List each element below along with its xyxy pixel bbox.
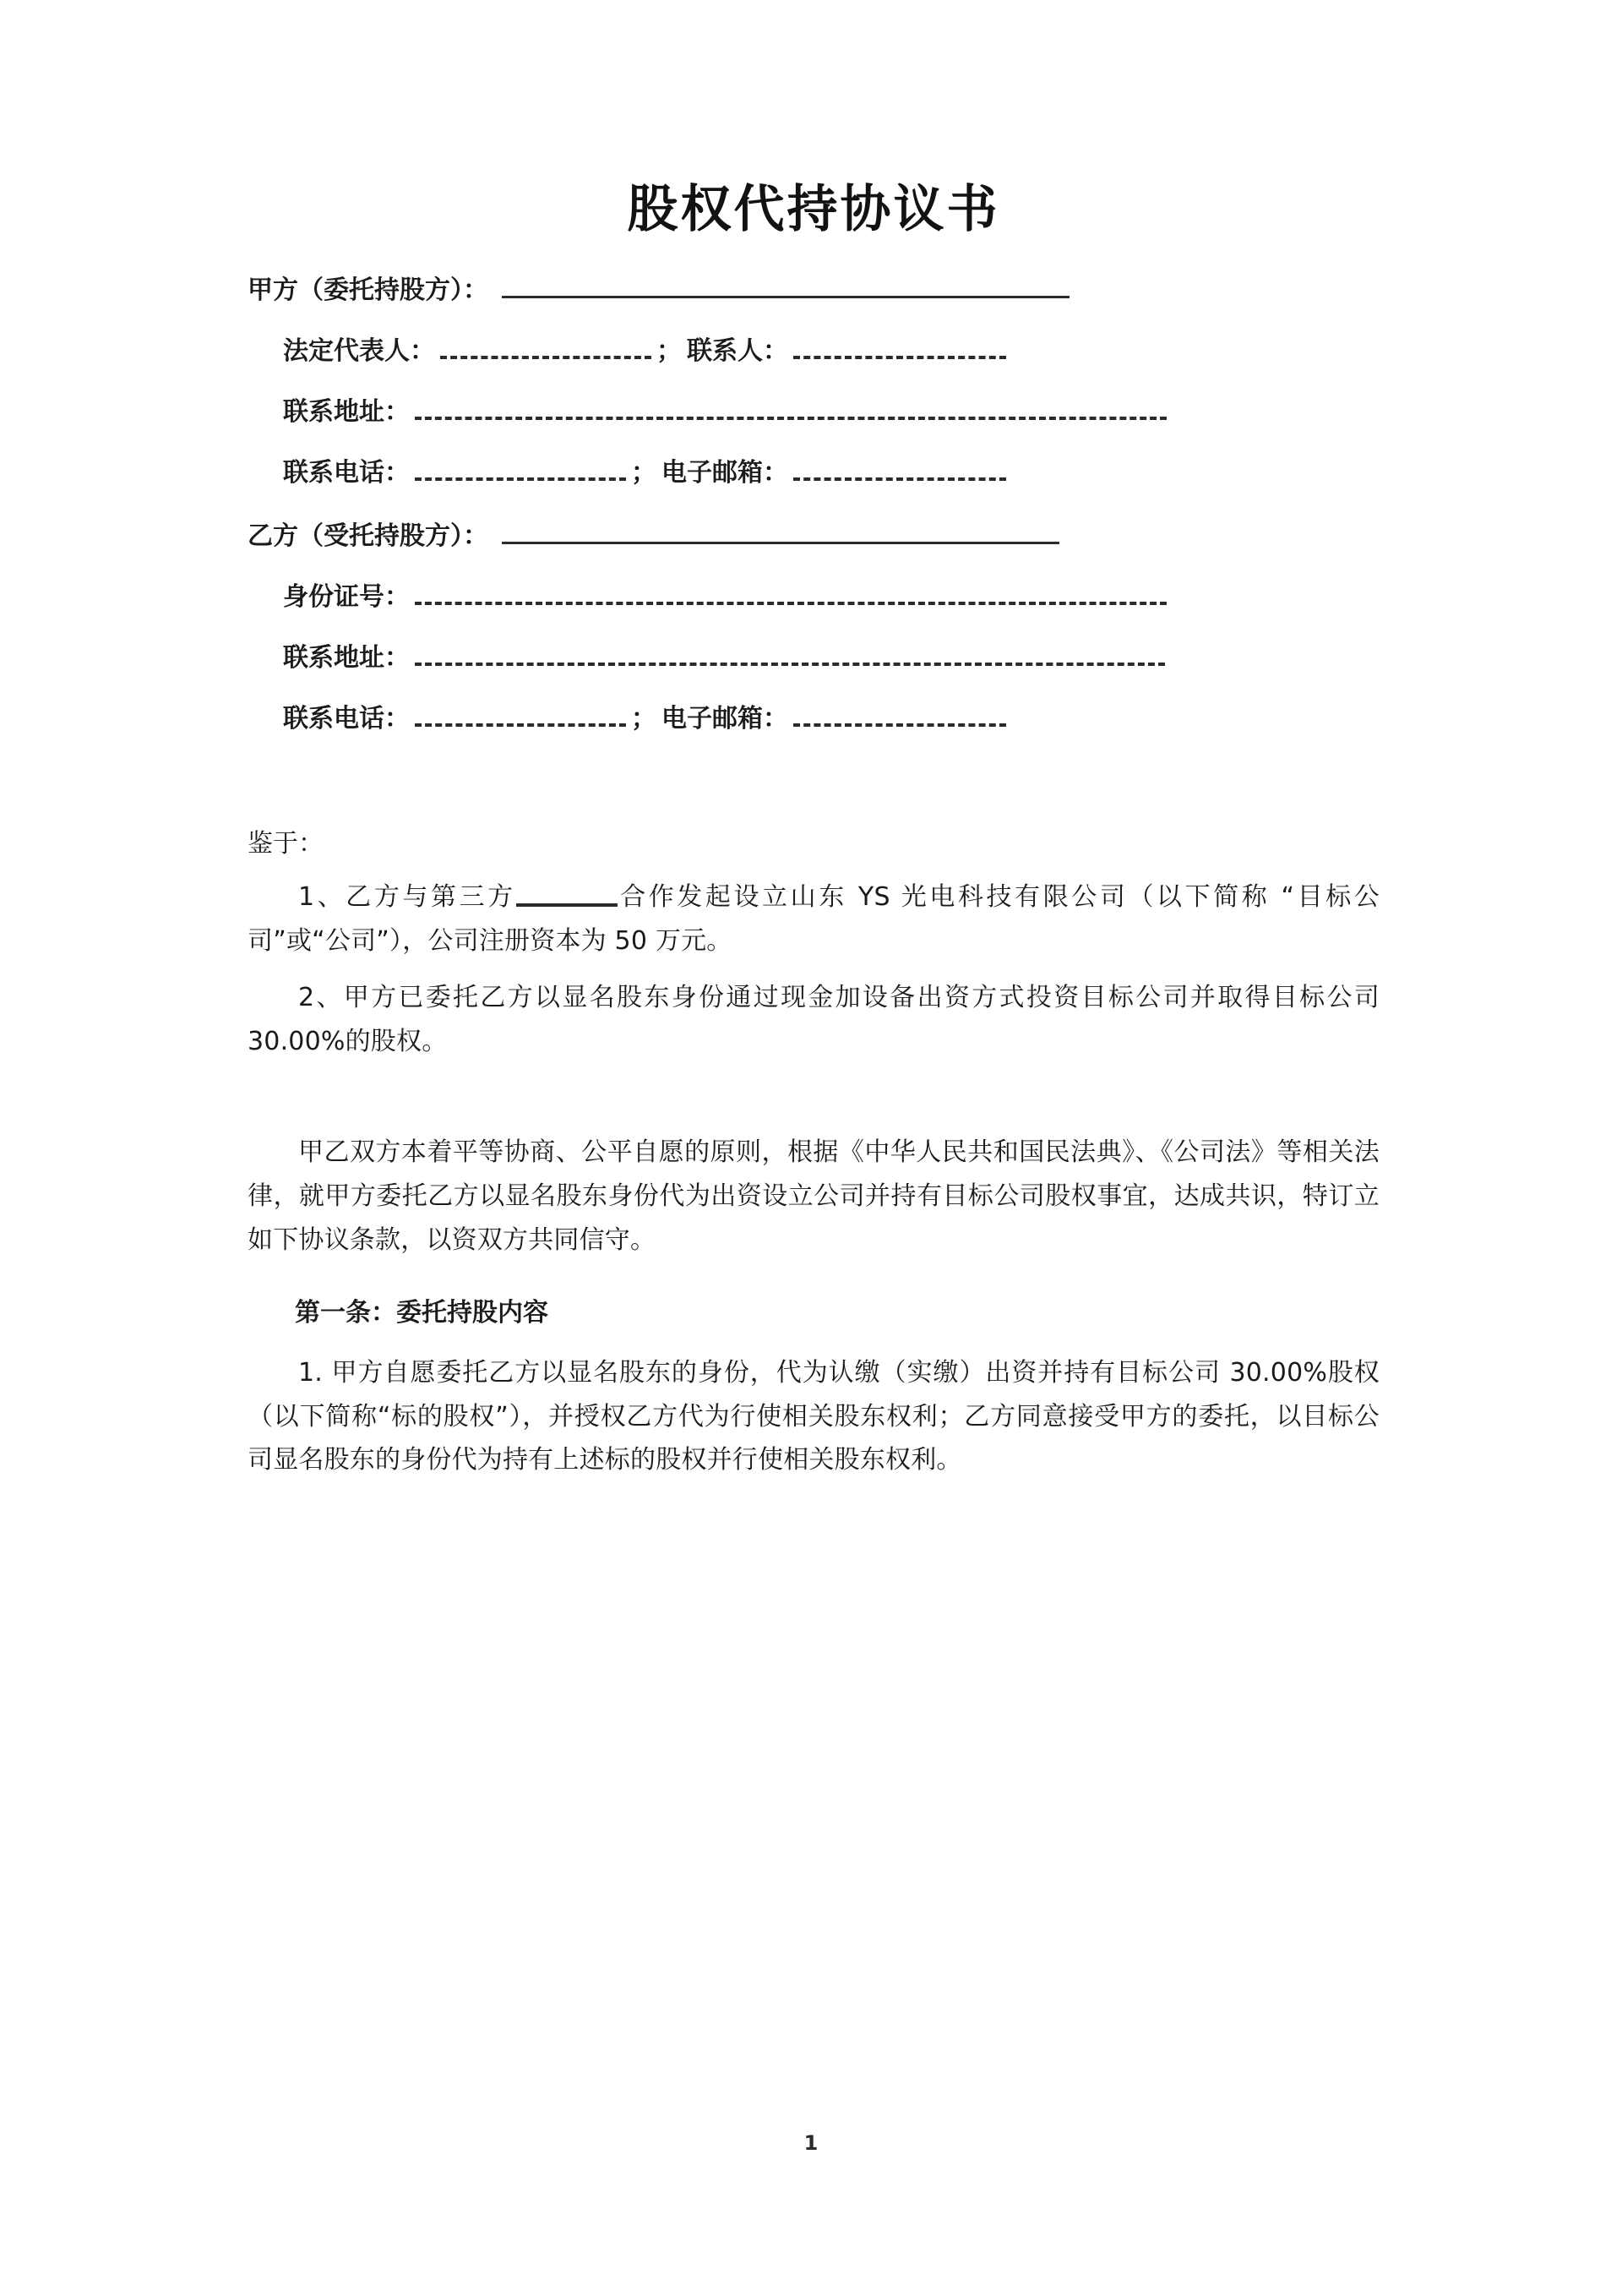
party-b-email-blank[interactable] [793, 703, 1006, 727]
party-b-address-label: 联系地址： [283, 643, 410, 673]
recital-item-2: 2、甲方已委托乙方以显名股东身份通过现金加设备出资方式投资目标公司并取得目标公司 30.00%的股权。 [248, 983, 1380, 1056]
party-a-phone-label: 联系电话： [283, 458, 410, 488]
party-a-address-label: 联系地址： [283, 397, 410, 427]
recital-item-1-part-1: 1、乙方与第三方 [298, 882, 516, 912]
party-a-label: 甲方（委托持股方）： [248, 275, 488, 305]
party-a-name-blank[interactable] [502, 274, 1070, 298]
party-a-address-blank[interactable] [415, 396, 1167, 420]
party-b-address-row [248, 642, 1380, 671]
document-content [248, 0, 1380, 1482]
party-a-phone-row [248, 457, 1380, 486]
party-b-name-blank[interactable] [502, 520, 1059, 544]
party-b-id-row [248, 581, 1380, 610]
party-b-id-label: 身份证号： [283, 582, 410, 612]
party-a-legal-rep-blank[interactable] [440, 335, 651, 359]
party-b-phone-separator: ； [631, 704, 656, 734]
article-1-clause-1: 1. 甲方自愿委托乙方以显名股东的身份，代为认缴（实缴）出资并持有目标公司 30.00%股权（以下简称“标的股权”），并授权乙方代为行使相关股东权利；乙方同意接受甲方的委托，以目标公司显名股东的身份代为持有上述标的股权并行使相关股东权利。 [248, 1358, 1380, 1475]
recitals-label: 鉴于： [248, 829, 324, 859]
party-a-phone-blank[interactable] [415, 457, 626, 481]
main-recital-paragraph: 甲乙双方本着平等协商、公平自愿的原则，根据《中华人民共和国民法典》、《公司法》等相关法律，就甲方委托乙方以显名股东身份代为出资设立公司并持有目标公司股权事宜，达成共识，特订立如下协议条款，以资双方共同信守。 [248, 1137, 1380, 1255]
page-number: 1 [803, 2131, 819, 2155]
party-a-contact-person-blank[interactable] [793, 335, 1006, 359]
recital-item-1 [248, 875, 1380, 963]
party-a-email-blank[interactable] [793, 457, 1006, 481]
page-title: 股权代持协议书 [627, 180, 1000, 239]
party-a-contact-person-label: 联系人： [687, 336, 788, 366]
party-a-heading-row [248, 274, 1380, 303]
party-a-phone-separator: ； [631, 458, 656, 488]
party-b-id-blank[interactable] [415, 581, 1167, 605]
party-a-legal-rep-label: 法定代表人： [283, 336, 435, 366]
article-1-heading: 第一条：委托持股内容 [295, 1298, 548, 1328]
recital-third-party-blank[interactable] [516, 903, 618, 907]
party-b-label: 乙方（受托持股方）： [248, 521, 488, 551]
party-a-legal-rep-separator: ； [656, 336, 682, 366]
party-a-legal-rep-row [248, 335, 1380, 364]
party-b-heading-row [248, 520, 1380, 549]
party-a-address-row [248, 396, 1380, 425]
recital-item-1-part-2: 合作发起设立山东 YS 光电科技有限公司（以下简称 “目标公司”或“公司”），公司注册资本为 50 万元。 [248, 882, 1380, 956]
party-b-address-blank[interactable] [415, 642, 1165, 666]
party-b-phone-row [248, 703, 1380, 732]
party-b-phone-label: 联系电话： [283, 704, 410, 734]
party-b-email-label: 电子邮箱： [661, 704, 788, 734]
party-b-phone-blank[interactable] [415, 703, 626, 727]
party-b-block [248, 520, 1380, 732]
party-a-email-label: 电子邮箱： [661, 458, 788, 488]
party-a-block [248, 274, 1380, 486]
